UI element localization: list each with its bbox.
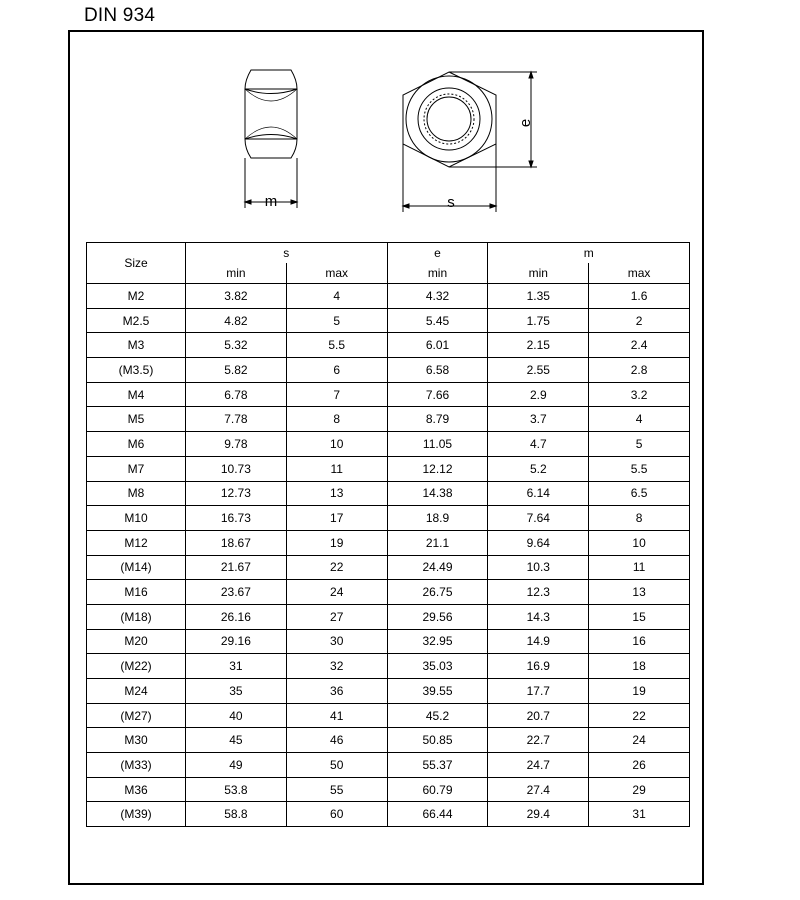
cell-size: M16 <box>87 580 186 605</box>
header-s-max: max <box>286 263 387 284</box>
cell-e-min: 45.2 <box>387 703 488 728</box>
cell-e-min: 11.05 <box>387 432 488 457</box>
cell-s-min: 6.78 <box>186 382 287 407</box>
header-size: Size <box>87 243 186 284</box>
cell-m-max: 2.8 <box>589 358 690 383</box>
cell-s-min: 16.73 <box>186 506 287 531</box>
table-row <box>87 481 690 506</box>
header-m-max: max <box>589 263 690 284</box>
cell-m-min: 17.7 <box>488 679 589 704</box>
table-row <box>87 703 690 728</box>
cell-e-min: 35.03 <box>387 654 488 679</box>
cell-m-min: 20.7 <box>488 703 589 728</box>
cell-m-max: 4 <box>589 407 690 432</box>
nut-side-view <box>245 70 297 208</box>
header-e-min: min <box>387 263 488 284</box>
cell-s-min: 21.67 <box>186 555 287 580</box>
cell-s-min: 31 <box>186 654 287 679</box>
cell-m-min: 22.7 <box>488 728 589 753</box>
cell-m-max: 8 <box>589 506 690 531</box>
table-row <box>87 382 690 407</box>
document-title: DIN 934 <box>84 5 156 26</box>
cell-e-min: 5.45 <box>387 308 488 333</box>
header-s: s <box>186 243 388 264</box>
cell-size: M4 <box>87 382 186 407</box>
hex-nut-technical-drawing <box>0 0 800 240</box>
header-e: e <box>387 243 488 264</box>
cell-m-max: 3.2 <box>589 382 690 407</box>
cell-m-max: 2.4 <box>589 333 690 358</box>
cell-m-min: 2.15 <box>488 333 589 358</box>
dimension-label-s: s <box>447 194 455 211</box>
cell-s-min: 10.73 <box>186 456 287 481</box>
cell-e-min: 4.32 <box>387 284 488 309</box>
cell-size: M5 <box>87 407 186 432</box>
cell-s-max: 8 <box>286 407 387 432</box>
table-row <box>87 308 690 333</box>
cell-m-max: 13 <box>589 580 690 605</box>
table-row <box>87 333 690 358</box>
cell-s-max: 24 <box>286 580 387 605</box>
header-m: m <box>488 243 690 264</box>
cell-s-max: 7 <box>286 382 387 407</box>
cell-s-max: 41 <box>286 703 387 728</box>
cell-e-min: 32.95 <box>387 629 488 654</box>
cell-s-min: 7.78 <box>186 407 287 432</box>
cell-s-min: 23.67 <box>186 580 287 605</box>
cell-e-min: 14.38 <box>387 481 488 506</box>
cell-m-max: 18 <box>589 654 690 679</box>
cell-s-min: 49 <box>186 753 287 778</box>
cell-m-max: 11 <box>589 555 690 580</box>
table-row <box>87 604 690 629</box>
cell-m-max: 10 <box>589 530 690 555</box>
cell-s-max: 32 <box>286 654 387 679</box>
cell-m-min: 16.9 <box>488 654 589 679</box>
cell-m-max: 5.5 <box>589 456 690 481</box>
cell-m-min: 24.7 <box>488 753 589 778</box>
cell-s-max: 27 <box>286 604 387 629</box>
table-row <box>87 654 690 679</box>
cell-m-min: 29.4 <box>488 802 589 827</box>
cell-size: M6 <box>87 432 186 457</box>
cell-m-min: 14.9 <box>488 629 589 654</box>
cell-e-min: 60.79 <box>387 777 488 802</box>
table-row <box>87 728 690 753</box>
cell-s-max: 22 <box>286 555 387 580</box>
table-row <box>87 284 690 309</box>
cell-s-min: 35 <box>186 679 287 704</box>
cell-s-min: 29.16 <box>186 629 287 654</box>
cell-e-min: 18.9 <box>387 506 488 531</box>
table-row <box>87 555 690 580</box>
cell-m-min: 6.14 <box>488 481 589 506</box>
cell-e-min: 12.12 <box>387 456 488 481</box>
cell-s-min: 40 <box>186 703 287 728</box>
cell-m-max: 1.6 <box>589 284 690 309</box>
table-row <box>87 432 690 457</box>
cell-s-max: 30 <box>286 629 387 654</box>
cell-m-min: 2.55 <box>488 358 589 383</box>
cell-size: M30 <box>87 728 186 753</box>
cell-s-max: 4 <box>286 284 387 309</box>
cell-s-max: 50 <box>286 753 387 778</box>
cell-e-min: 24.49 <box>387 555 488 580</box>
cell-size: M8 <box>87 481 186 506</box>
cell-s-min: 26.16 <box>186 604 287 629</box>
cell-e-min: 6.58 <box>387 358 488 383</box>
cell-s-min: 3.82 <box>186 284 287 309</box>
cell-size: (M3.5) <box>87 358 186 383</box>
table-row <box>87 506 690 531</box>
cell-m-min: 27.4 <box>488 777 589 802</box>
cell-m-max: 2 <box>589 308 690 333</box>
cell-s-max: 17 <box>286 506 387 531</box>
dimension-label-m: m <box>264 193 278 210</box>
cell-e-min: 66.44 <box>387 802 488 827</box>
cell-e-min: 39.55 <box>387 679 488 704</box>
cell-size: (M22) <box>87 654 186 679</box>
table-body <box>87 284 690 827</box>
cell-e-min: 50.85 <box>387 728 488 753</box>
cell-e-min: 8.79 <box>387 407 488 432</box>
cell-m-min: 1.75 <box>488 308 589 333</box>
cell-e-min: 26.75 <box>387 580 488 605</box>
cell-m-max: 22 <box>589 703 690 728</box>
header-s-min: min <box>186 263 287 284</box>
cell-m-max: 24 <box>589 728 690 753</box>
cell-s-min: 4.82 <box>186 308 287 333</box>
cell-size: M10 <box>87 506 186 531</box>
cell-s-min: 45 <box>186 728 287 753</box>
cell-size: M2.5 <box>87 308 186 333</box>
cell-s-min: 12.73 <box>186 481 287 506</box>
cell-size: (M33) <box>87 753 186 778</box>
cell-size: M2 <box>87 284 186 309</box>
cell-size: M3 <box>87 333 186 358</box>
table-row <box>87 530 690 555</box>
cell-size: M24 <box>87 679 186 704</box>
cell-s-max: 5 <box>286 308 387 333</box>
cell-m-min: 4.7 <box>488 432 589 457</box>
cell-m-max: 5 <box>589 432 690 457</box>
table-row <box>87 753 690 778</box>
cell-s-max: 13 <box>286 481 387 506</box>
cell-s-min: 5.82 <box>186 358 287 383</box>
cell-m-max: 16 <box>589 629 690 654</box>
cell-m-max: 19 <box>589 679 690 704</box>
cell-e-min: 55.37 <box>387 753 488 778</box>
table-row <box>87 777 690 802</box>
cell-m-max: 29 <box>589 777 690 802</box>
cell-e-min: 6.01 <box>387 333 488 358</box>
cell-m-max: 6.5 <box>589 481 690 506</box>
cell-s-min: 9.78 <box>186 432 287 457</box>
cell-size: M7 <box>87 456 186 481</box>
table-row <box>87 802 690 827</box>
cell-size: (M14) <box>87 555 186 580</box>
cell-m-min: 1.35 <box>488 284 589 309</box>
cell-s-max: 55 <box>286 777 387 802</box>
header-m-min: min <box>488 263 589 284</box>
cell-s-max: 11 <box>286 456 387 481</box>
cell-s-max: 6 <box>286 358 387 383</box>
cell-m-min: 10.3 <box>488 555 589 580</box>
cell-size: (M18) <box>87 604 186 629</box>
cell-size: M20 <box>87 629 186 654</box>
nut-front-view <box>403 72 537 212</box>
cell-size: M12 <box>87 530 186 555</box>
cell-s-max: 10 <box>286 432 387 457</box>
table-row <box>87 580 690 605</box>
cell-size: M36 <box>87 777 186 802</box>
cell-m-min: 9.64 <box>488 530 589 555</box>
cell-s-max: 60 <box>286 802 387 827</box>
cell-m-min: 7.64 <box>488 506 589 531</box>
table-row <box>87 629 690 654</box>
cell-e-min: 29.56 <box>387 604 488 629</box>
cell-s-min: 53.8 <box>186 777 287 802</box>
table-row <box>87 358 690 383</box>
cell-m-min: 12.3 <box>488 580 589 605</box>
cell-s-max: 5.5 <box>286 333 387 358</box>
cell-m-min: 5.2 <box>488 456 589 481</box>
cell-s-max: 46 <box>286 728 387 753</box>
cell-m-max: 26 <box>589 753 690 778</box>
cell-size: (M27) <box>87 703 186 728</box>
table-row <box>87 456 690 481</box>
cell-m-min: 3.7 <box>488 407 589 432</box>
cell-s-max: 19 <box>286 530 387 555</box>
cell-m-max: 31 <box>589 802 690 827</box>
cell-m-min: 2.9 <box>488 382 589 407</box>
dimension-table <box>86 242 690 827</box>
cell-size: (M39) <box>87 802 186 827</box>
cell-s-min: 58.8 <box>186 802 287 827</box>
cell-m-min: 14.3 <box>488 604 589 629</box>
cell-s-max: 36 <box>286 679 387 704</box>
cell-e-min: 7.66 <box>387 382 488 407</box>
cell-s-min: 5.32 <box>186 333 287 358</box>
dimension-label-e: e <box>517 118 534 128</box>
cell-e-min: 21.1 <box>387 530 488 555</box>
cell-m-max: 15 <box>589 604 690 629</box>
table-row <box>87 679 690 704</box>
table-row <box>87 407 690 432</box>
cell-s-min: 18.67 <box>186 530 287 555</box>
